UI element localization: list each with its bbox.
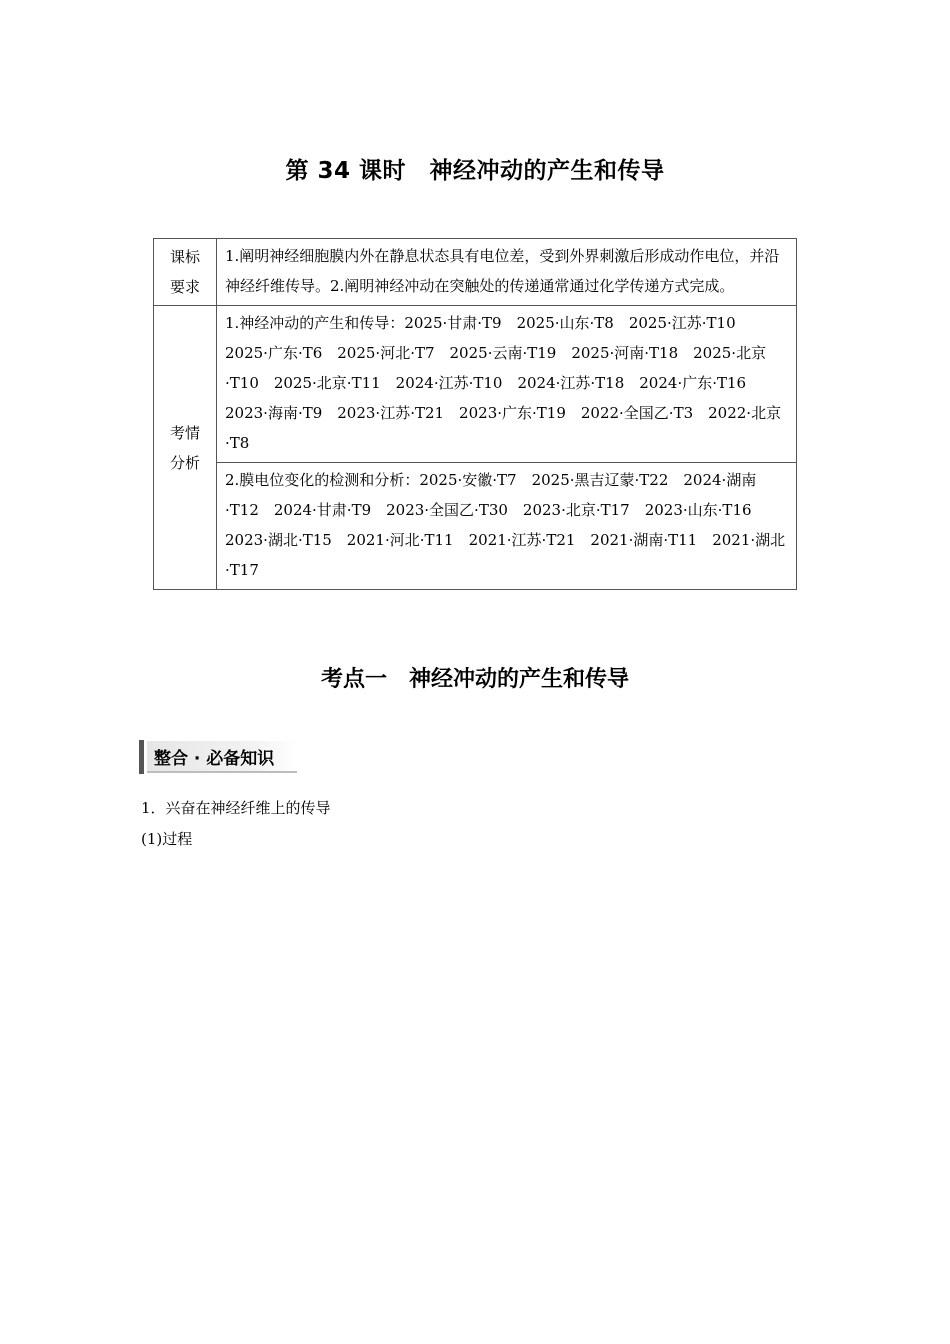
banner-label: 整合 · 必备知识 [147, 741, 297, 773]
header-line: 课标 [169, 248, 200, 266]
curriculum-text: 1.阐明神经细胞膜内外在静息状态具有电位差，受到外界刺激后形成动作电位，并沿神经纤维传导。2.阐明神经冲动在突触处的传递通常通过化学传递方式完成。 [225, 247, 780, 295]
curriculum-requirements-cell [217, 239, 797, 306]
row-header-curriculum [154, 239, 217, 306]
exam-analysis-cell-2 [217, 463, 797, 590]
knowledge-banner [139, 740, 297, 774]
section-title: 考点一 神经冲动的产生和传导 [320, 667, 629, 692]
table-row [154, 463, 797, 590]
body-heading-2: (1)过程 [141, 830, 193, 848]
table-row [154, 239, 797, 306]
header-line: 要求 [169, 278, 200, 296]
lesson-title: 第 34 课时 神经冲动的产生和传导 [285, 158, 665, 184]
header-line: 考情 [169, 423, 200, 442]
requirements-table [153, 238, 797, 590]
header-line: 分析 [169, 453, 200, 472]
body-heading-1: 1．兴奋在神经纤维上的传导 [141, 799, 331, 817]
exam-analysis-cell-1 [217, 306, 797, 463]
exam-analysis-text-2: 2.膜电位变化的检测和分析：2025·安徽·T7 2025·黑吉辽蒙·T22 2024·湖南·T12 2024·甘肃·T9 2023·全国乙·T30 2023·北京·T17 2023·山东·T16 2023·湖北·T15 2021·河北·T11 2021·江苏·T21 2021·湖南·T11 2021·湖北·T17 [225, 471, 786, 579]
banner-accent-bar [139, 740, 144, 774]
exam-analysis-text-1: 1.神经冲动的产生和传导：2025·甘肃·T9 2025·山东·T8 2025·江苏·T10 2025·广东·T6 2025·河北·T7 2025·云南·T19 2025·河南·T18 2025·北京·T10 2025·北京·T11 2024·江苏·T10 2024·江苏·T18 2024·广东·T16 2023·海南·T9 2023·江苏·T21 2023·广东·T19 2022·全国乙·T3 2022·北京·T8 [225, 314, 782, 452]
row-header-exam-analysis [154, 306, 217, 590]
table-row [154, 306, 797, 463]
